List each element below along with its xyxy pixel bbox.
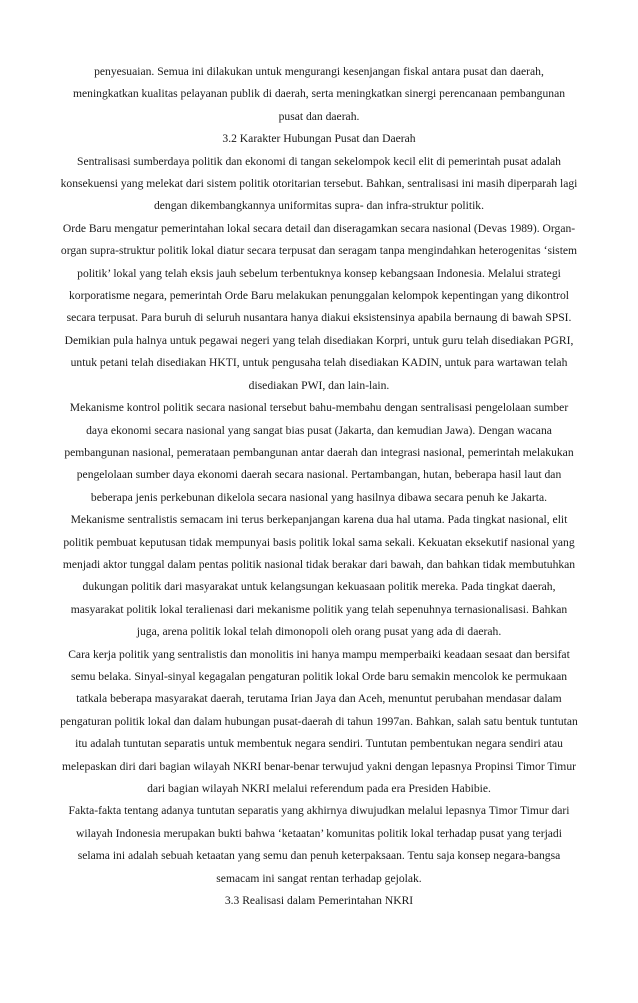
- paragraph-fakta-fakta: Fakta-fakta tentang adanya tuntutan separatis yang akhirnya diwujudkan melalui lepasnya Timor Timur dari wilayah Indonesia merupakan bukti bahwa ‘ketaatan’ komunitas politik lokal terhadap pusat yang terjadi selama ini adalah sebuah ketaatan yang semu dan penuh keterpaksaan. Tentu saja konsep negara-bangsa semacam ini sangat rentan terhadap gejolak.: [68, 804, 570, 885]
- section-heading-3-3: 3.3 Realisasi dalam Pemerintahan NKRI: [224, 894, 414, 908]
- document-page: [60, 61, 578, 912]
- paragraph-cara-kerja-politik: Cara kerja politik yang sentralistis dan monolitis ini hanya mampu memperbaiki keadaan sesaat dan bersifat semu belaka. Sinyal-sinyal kegagalan pengaturan politik lokal Orde baru semakin mencolok ke permukaan tatkala beberapa masyarakat daerah, terutama Irian Jaya dan Aceh, menuntut perubahan mendasar dalam pengaturan politik lokal dan dalam hubungan pusat-daerah di tahun 1997an. Bahkan, salah satu bentuk tuntutan itu adalah tuntutan separatis untuk membentuk negara sendiri. Tuntutan pembentukan negara sendiri atau melepaskan diri dari bagian wilayah NKRI benar-benar terwujud yakni dengan lepasnya Propinsi Timor Timur dari bagian wilayah NKRI melalui referendum pada era Presiden Habibie.: [60, 647, 578, 795]
- paragraph-mekanisme-sentralistis: Mekanisme sentralistis semacam ini terus berkepanjangan karena dua hal utama. Pada tingkat nasional, elit politik pembuat keputusan tidak mempunyai basis politik lokal sama sekali. Kekuatan eksekutif nasional yang menjadi aktor tunggal dalam pentas politik nasional tidak berakar dari bawah, dan bahkan tidak membutuhkan dukungan politik dari masyarakat untuk kelangsungan kekuasaan politik mereka. Pada tingkat daerah, masyarakat politik lokal teralienasi dari mekanisme politik yang telah sepenuhnya ternasionalisasi. Bahkan juga, arena politik lokal telah dimonopoli oleh orang pusat yang ada di daerah.: [62, 513, 576, 639]
- paragraph-mekanisme-kontrol: Mekanisme kontrol politik secara nasional tersebut bahu-membahu dengan sentralisasi pengelolaan sumber daya ekonomi secara nasional yang sangat bias pusat (Jakarta, dan kemudian Jawa). Dengan wacana pembangunan nasional, pemerataan pembangunan antar daerah dan integrasi nasional, pemerintah melakukan pengelolaan sumber daya ekonomi daerah secara nasional. Pertambangan, hutan, beberapa hasil laut dan beberapa jenis perkebunan dikelola secara nasional yang hasilnya dibawa secara penuh ke Jakarta.: [64, 401, 574, 504]
- paragraph-orde-baru: Orde Baru mengatur pemerintahan lokal secara detail dan diseragamkan secara nasional (Devas 1989). Organ-organ supra-struktur politik lokal diatur secara terpusat dan seragam tanpa mengindahkan heterogenitas ‘sistem politik’ lokal yang telah eksis jauh sebelum terbentuknya konsep kebangsaan Indonesia. Melalui strategi korporatisme negara, pemerintah Orde Baru melakukan penunggalan kelompok kepentingan yang dikontrol secara terpusat. Para buruh di seluruh nusantara hanya diakui eksistensinya apabila bernaung di bawah SPSI. Demikian pula halnya untuk pegawai negeri yang telah disediakan Korpri, untuk guru telah disediakan PGRI, untuk petani telah disediakan HKTI, untuk pengusaha telah disediakan KADIN, untuk para wartawan telah disediakan PWI, dan lain-lain.: [60, 221, 578, 392]
- section-heading-3-2: 3.2 Karakter Hubungan Pusat dan Daerah: [222, 132, 416, 146]
- paragraph-sentralisasi: Sentralisasi sumberdaya politik dan ekonomi di tangan sekelompok kecil elit di pemerintah pusat adalah konsekuensi yang melekat dari sistem politik otoritarian tersebut. Bahkan, sentralisasi ini masih diperparah lagi dengan dikembangkannya uniformitas supra- dan infra-struktur politik.: [60, 154, 578, 213]
- paragraph-intro-continuation: penyesuaian. Semua ini dilakukan untuk mengurangi kesenjangan fiskal antara pusat dan daerah, meningkatkan kualitas pelayanan publik di daerah, serta meningkatkan sinergi perencanaan pembangunan pusat dan daerah.: [72, 65, 566, 123]
